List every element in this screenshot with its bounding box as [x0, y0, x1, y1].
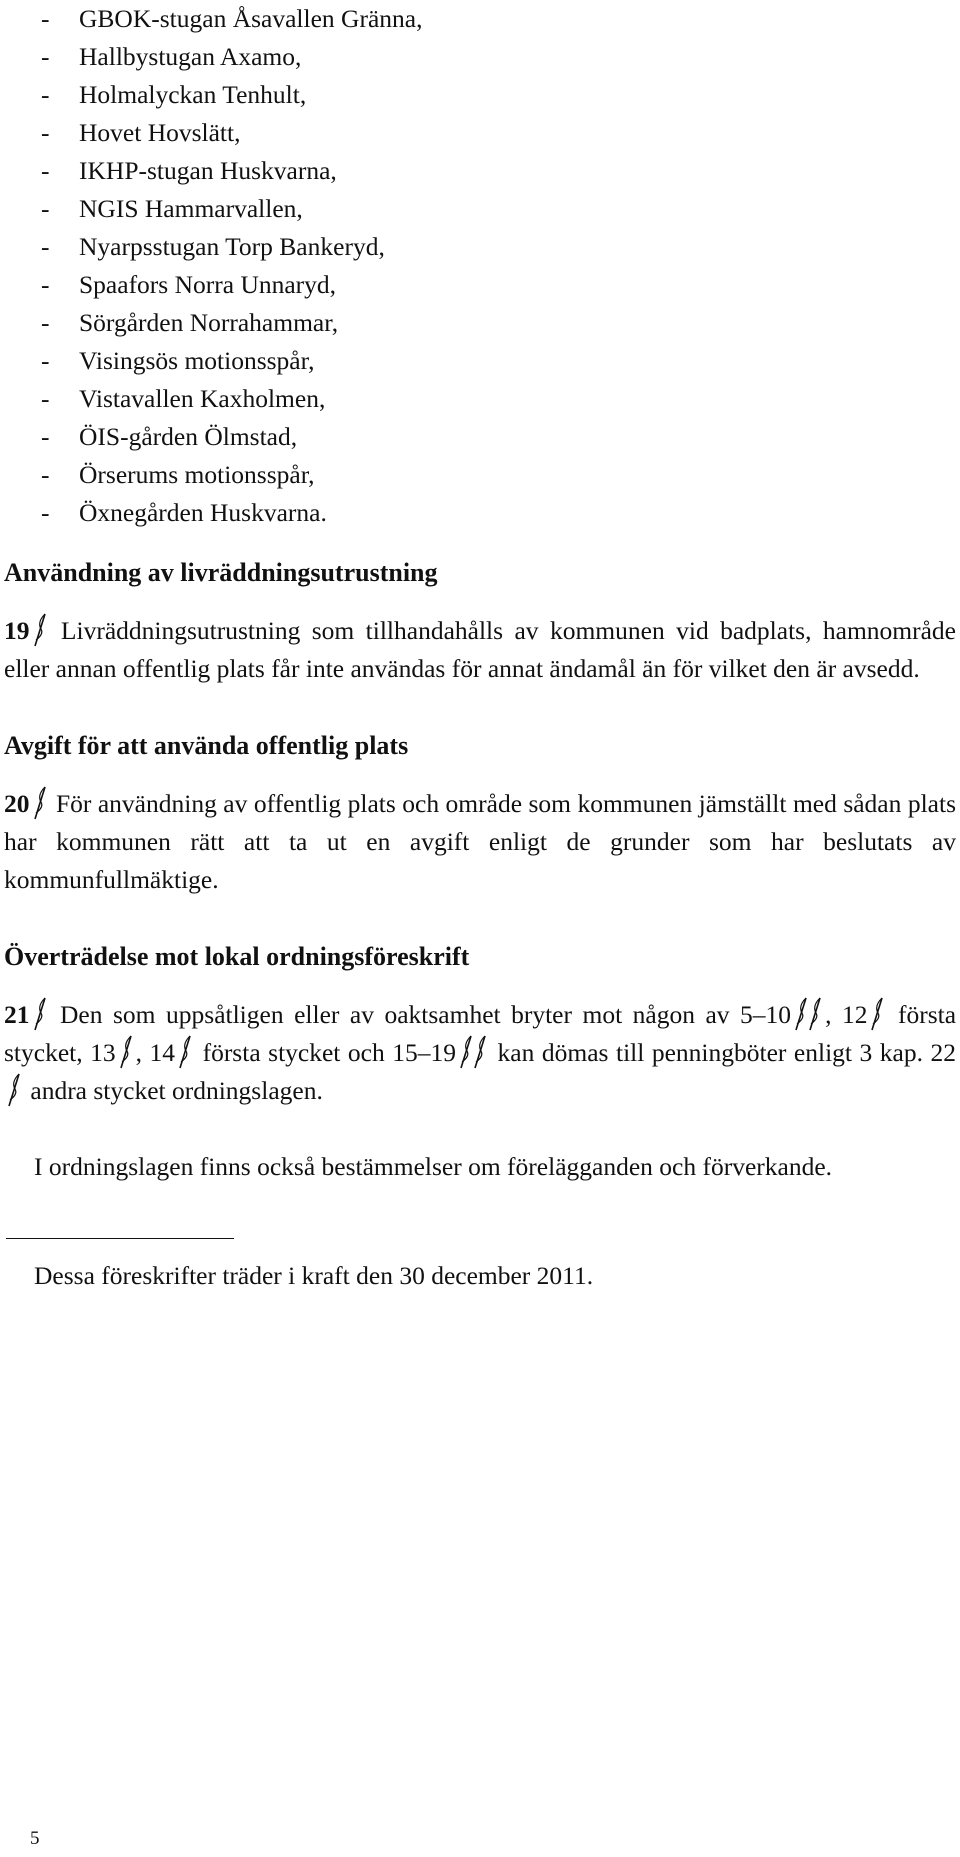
list-item: - GBOK-stugan Åsavallen Gränna,	[41, 4, 423, 33]
section-sign-icon	[4, 1072, 24, 1108]
section-number: 21	[4, 1000, 30, 1029]
section-sign-icon	[116, 1034, 136, 1070]
place-list	[4, 0, 956, 532]
list-item: - Hallbystugan Axamo,	[41, 42, 302, 71]
section-21-paragraph: 21 Den som uppsåtligen eller av oaktsamhet bryter mot någon av 5–10 , 12 första stycket, 13 , 14 första stycket och 15–19 kan dömas till penningböter enligt 3 kap. 22 andra stycket ordningslagen.	[4, 996, 956, 1110]
list-item: - Spaafors Norra Unnaryd,	[41, 270, 337, 299]
list-item: - NGIS Hammarvallen,	[41, 194, 303, 223]
section-number: 20	[4, 789, 30, 818]
list-item: - Visingsös motionsspår,	[41, 346, 315, 375]
section-sign-icon	[30, 785, 50, 821]
list-item: - IKHP-stugan Huskvarna,	[41, 156, 337, 185]
section-heading-livraddningsutrustning: Användning av livräddningsutrustning	[4, 558, 438, 587]
section-number: 19	[4, 616, 30, 645]
section-19-paragraph: 19 Livräddningsutrustning som tillhandahålls av kommunen vid badplats, hamnområde eller annan offentlig plats får inte användas för annat ändamål än för vilket den är avsedd.	[4, 612, 956, 688]
list-item: - Örserums motionsspår,	[41, 460, 315, 489]
list-item: - Holmalyckan Tenhult,	[41, 80, 307, 109]
page-number: 5	[30, 1828, 40, 1849]
footnote-divider	[6, 1238, 234, 1239]
section-sign-icon	[30, 612, 50, 648]
section-heading-overtradelse: Överträdelse mot lokal ordningsföreskrift	[4, 942, 470, 971]
list-item: - Sörgården Norrahammar,	[41, 308, 339, 337]
list-item: - Öxnegården Huskvarna.	[41, 498, 327, 527]
ordningslagen-note: I ordningslagen finns också bestämmelser om förelägganden och förverkande.	[34, 1152, 833, 1181]
section-sign-icon	[867, 996, 887, 1032]
double-section-sign-icon	[456, 1034, 490, 1070]
section-20-paragraph: 20 För användning av offentlig plats och område som kommunen jämställt med sådan plats har kommunen rätt att ta ut en avgift enligt de grunder som har beslutats av kommunfullmäktige.	[4, 785, 956, 899]
double-section-sign-icon	[791, 996, 825, 1032]
list-item: - Nyarpsstugan Torp Bankeryd,	[41, 232, 385, 261]
section-sign-icon	[30, 996, 50, 1032]
list-item: - Vistavallen Kaxholmen,	[41, 384, 326, 413]
list-item: - Hovet Hovslätt,	[41, 118, 241, 147]
section-sign-icon	[175, 1034, 195, 1070]
section-heading-avgift: Avgift för att använda offentlig plats	[4, 731, 409, 760]
effective-date-note: Dessa föreskrifter träder i kraft den 30 december 2011.	[34, 1261, 594, 1290]
list-item: - ÖIS-gården Ölmstad,	[41, 422, 298, 451]
document-page	[4, 0, 956, 1295]
